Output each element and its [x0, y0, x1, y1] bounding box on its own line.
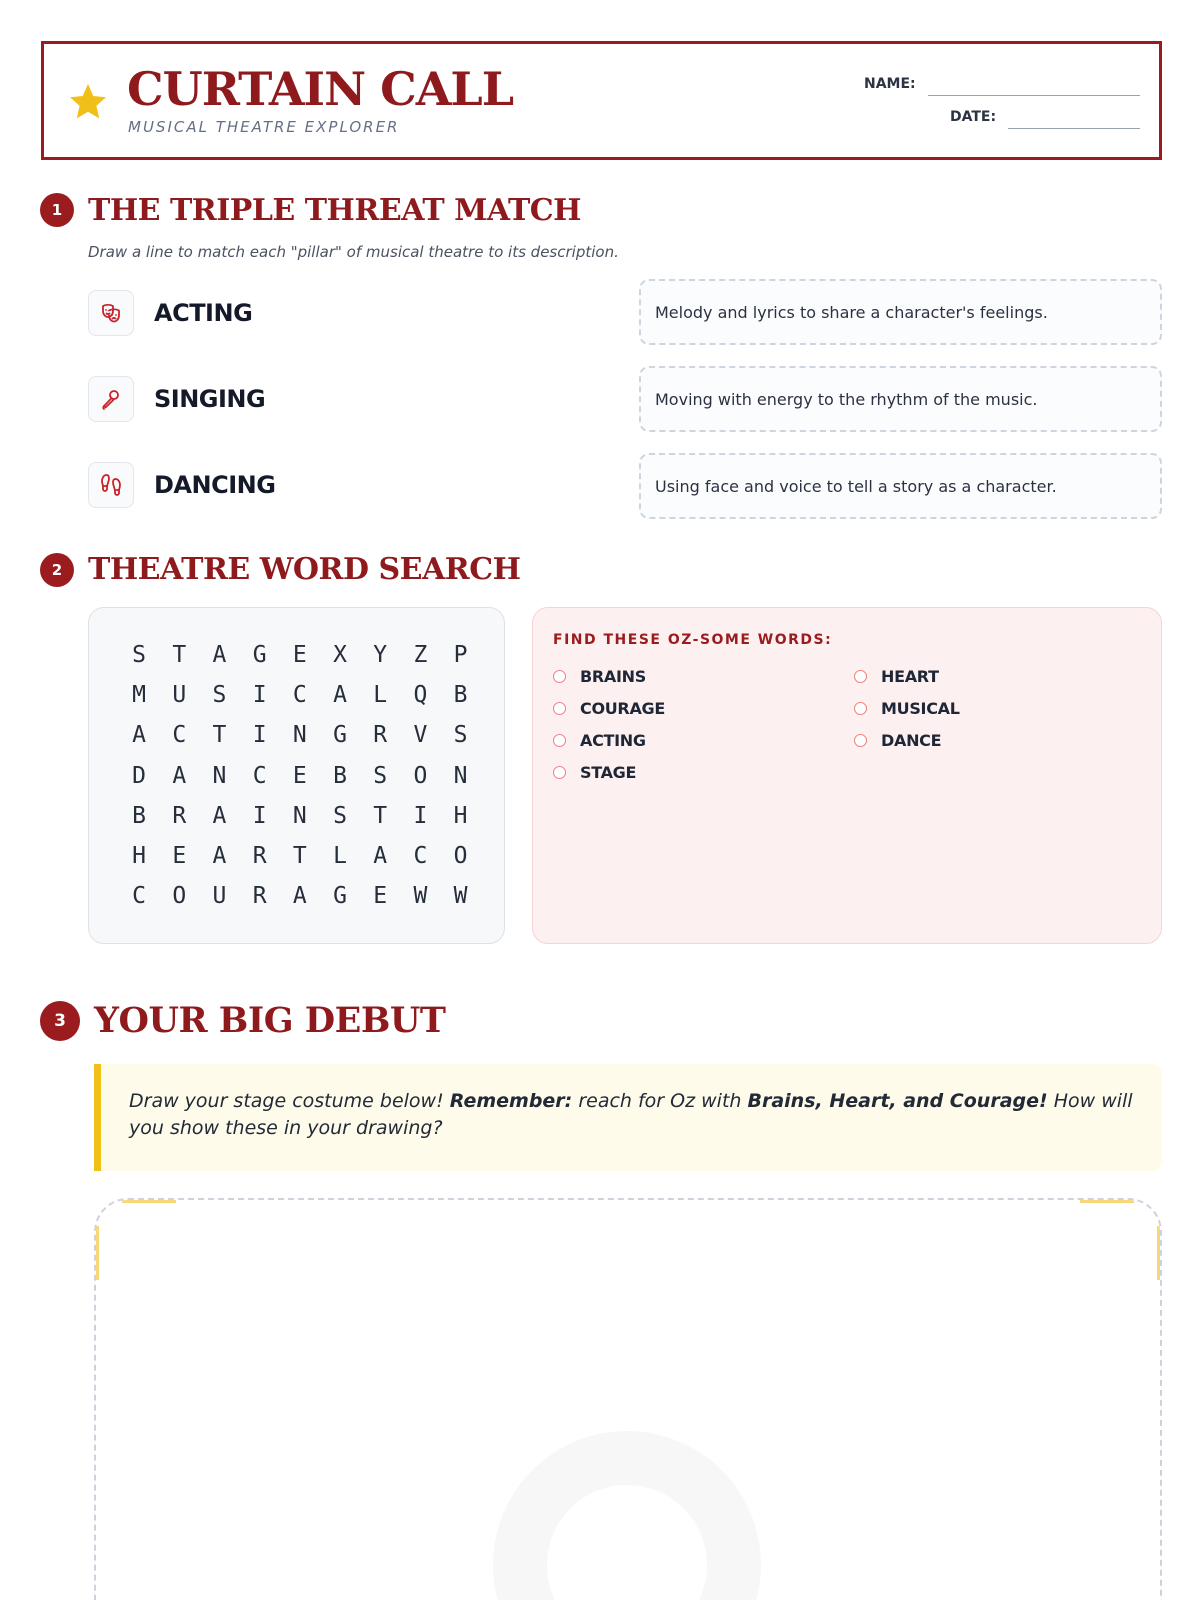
grid-letter[interactable]: O	[172, 883, 187, 910]
grid-letter[interactable]: U	[172, 682, 187, 709]
grid-letter[interactable]: B	[132, 802, 147, 829]
ring-watermark-icon	[492, 1430, 762, 1600]
grid-row	[119, 883, 481, 913]
grid-letter[interactable]: G	[333, 883, 347, 910]
section-title-big-debut: YOUR BIG DEBUT	[94, 1000, 446, 1041]
grid-letter[interactable]: O	[453, 843, 468, 869]
name-label: NAME:	[864, 76, 916, 92]
grid-letter[interactable]: W	[413, 883, 428, 910]
checkbox-circle-icon[interactable]	[553, 702, 566, 715]
word-list-item[interactable]	[854, 697, 960, 719]
grid-letter[interactable]: L	[333, 843, 347, 869]
section-number-2: 2	[40, 553, 74, 587]
grid-letter[interactable]: R	[373, 722, 388, 749]
word-label: MUSICAL	[881, 698, 960, 718]
word-list-item[interactable]	[553, 761, 636, 783]
grid-letter[interactable]: A	[292, 883, 307, 910]
grid-letter[interactable]: B	[453, 682, 468, 709]
grid-letter[interactable]: A	[212, 802, 227, 829]
grid-row	[119, 722, 481, 752]
grid-letter[interactable]: T	[292, 843, 307, 869]
grid-letter[interactable]: H	[453, 802, 468, 829]
costume-instructions: Draw your stage costume below! Remember: reach for Oz with Brains, Heart, and Courage! How will you show these in your drawing?	[94, 1064, 1162, 1171]
worksheet-title: CURTAIN CALL	[127, 62, 514, 116]
grid-letter[interactable]: T	[172, 642, 187, 668]
grid-letter[interactable]: I	[413, 802, 428, 829]
grid-letter[interactable]: N	[212, 762, 227, 789]
grid-letter[interactable]: A	[212, 843, 227, 869]
grid-letter[interactable]: W	[453, 883, 468, 910]
pillar-dancing[interactable]	[88, 462, 275, 508]
grid-letter[interactable]: G	[333, 722, 347, 749]
worksheet-header	[41, 41, 1162, 160]
grid-letter[interactable]: E	[172, 843, 187, 869]
checkbox-circle-icon[interactable]	[854, 734, 867, 747]
grid-letter[interactable]: G	[252, 642, 267, 668]
grid-letter[interactable]: R	[252, 883, 267, 910]
grid-letter[interactable]: Q	[413, 682, 428, 709]
grid-letter[interactable]: A	[373, 843, 388, 869]
grid-letter[interactable]: S	[453, 722, 468, 749]
description-card[interactable]: Using face and voice to tell a story as a character.	[639, 453, 1162, 519]
word-search-grid[interactable]	[88, 607, 505, 944]
checkbox-circle-icon[interactable]	[553, 670, 566, 683]
word-label: ACTING	[580, 730, 646, 750]
word-list-item[interactable]	[553, 729, 646, 751]
grid-row	[119, 642, 481, 672]
costume-drawing-area[interactable]	[94, 1198, 1162, 1600]
corner-accent	[1157, 1226, 1161, 1280]
word-label: HEART	[881, 666, 939, 686]
description-card[interactable]: Melody and lyrics to share a character's feelings.	[639, 279, 1162, 345]
grid-letter[interactable]: N	[292, 722, 307, 749]
grid-letter[interactable]: T	[373, 802, 388, 829]
word-label: DANCE	[881, 730, 942, 750]
grid-letter[interactable]: A	[333, 682, 347, 709]
checkbox-circle-icon[interactable]	[553, 766, 566, 779]
grid-letter[interactable]: B	[333, 762, 347, 789]
grid-letter[interactable]: I	[252, 722, 267, 749]
grid-letter[interactable]: H	[132, 843, 147, 869]
checkbox-circle-icon[interactable]	[854, 702, 867, 715]
grid-letter[interactable]: C	[172, 722, 187, 749]
grid-letter[interactable]: U	[212, 883, 227, 910]
pillar-label: SINGING	[154, 385, 266, 413]
microphone-icon	[99, 387, 123, 411]
grid-letter[interactable]: L	[373, 682, 388, 709]
grid-letter[interactable]: N	[453, 762, 468, 789]
grid-letter[interactable]: E	[373, 883, 388, 910]
corner-accent	[1080, 1199, 1134, 1203]
grid-row	[119, 803, 481, 833]
match-instructions: Draw a line to match each "pillar" of musical theatre to its description.	[88, 243, 619, 261]
grid-letter[interactable]: X	[333, 642, 347, 668]
footprints-icon	[99, 473, 123, 497]
checkbox-circle-icon[interactable]	[553, 734, 566, 747]
grid-letter[interactable]: O	[413, 762, 428, 789]
grid-letter[interactable]: A	[172, 762, 187, 789]
grid-letter[interactable]: D	[132, 762, 147, 789]
name-field[interactable]	[928, 95, 1140, 96]
grid-letter[interactable]: N	[292, 802, 307, 829]
grid-letter[interactable]: C	[292, 682, 307, 709]
section-number-1: 1	[40, 193, 74, 227]
grid-letter[interactable]: Z	[413, 642, 428, 668]
date-label: DATE:	[950, 109, 997, 125]
corner-accent	[122, 1199, 176, 1203]
grid-letter[interactable]: M	[132, 682, 147, 709]
pillar-singing[interactable]	[88, 376, 265, 422]
grid-letter[interactable]: V	[413, 722, 428, 749]
corner-accent	[95, 1226, 99, 1280]
date-field[interactable]	[1008, 128, 1140, 129]
grid-letter[interactable]: P	[453, 642, 468, 668]
word-label: COURAGE	[580, 698, 666, 718]
grid-letter[interactable]: Y	[373, 642, 388, 668]
word-list-title: FIND THESE OZ-SOME WORDS:	[553, 632, 833, 648]
grid-row	[119, 843, 481, 873]
checkbox-circle-icon[interactable]	[854, 670, 867, 683]
grid-letter[interactable]: E	[292, 762, 307, 789]
pillar-label: DANCING	[154, 471, 276, 499]
grid-letter[interactable]: C	[252, 762, 267, 789]
worksheet-subtitle: MUSICAL THEATRE EXPLORER	[128, 118, 400, 136]
grid-letter[interactable]: S	[132, 642, 147, 668]
grid-letter[interactable]: S	[333, 802, 347, 829]
grid-letter[interactable]: C	[132, 883, 147, 910]
grid-letter[interactable]: T	[212, 722, 227, 749]
grid-letter[interactable]: A	[212, 642, 227, 668]
pillar-label: ACTING	[154, 299, 253, 327]
word-label: STAGE	[580, 762, 637, 782]
word-list-panel	[532, 607, 1162, 944]
pillar-acting[interactable]	[88, 290, 252, 336]
grid-letter[interactable]: I	[252, 802, 267, 829]
grid-letter[interactable]: E	[292, 642, 307, 668]
grid-letter[interactable]: I	[252, 682, 267, 709]
grid-row	[119, 763, 481, 793]
grid-row	[119, 682, 481, 712]
word-list-item[interactable]	[854, 665, 939, 687]
section-title-triple-threat: THE TRIPLE THREAT MATCH	[88, 193, 581, 228]
grid-letter[interactable]: S	[373, 762, 388, 789]
section-number-3: 3	[40, 1001, 80, 1041]
word-list-item[interactable]	[553, 697, 665, 719]
word-list-item[interactable]	[553, 665, 646, 687]
grid-letter[interactable]: A	[132, 722, 147, 749]
grid-letter[interactable]: C	[413, 843, 428, 869]
word-list-item[interactable]	[854, 729, 941, 751]
word-label: BRAINS	[580, 666, 646, 686]
star-icon	[68, 82, 108, 122]
theatre-masks-icon	[99, 301, 123, 325]
grid-letter[interactable]: R	[252, 843, 267, 869]
description-card[interactable]: Moving with energy to the rhythm of the music.	[639, 366, 1162, 432]
grid-letter[interactable]: S	[212, 682, 227, 709]
grid-letter[interactable]: R	[172, 802, 187, 829]
section-title-word-search: THEATRE WORD SEARCH	[88, 552, 521, 587]
